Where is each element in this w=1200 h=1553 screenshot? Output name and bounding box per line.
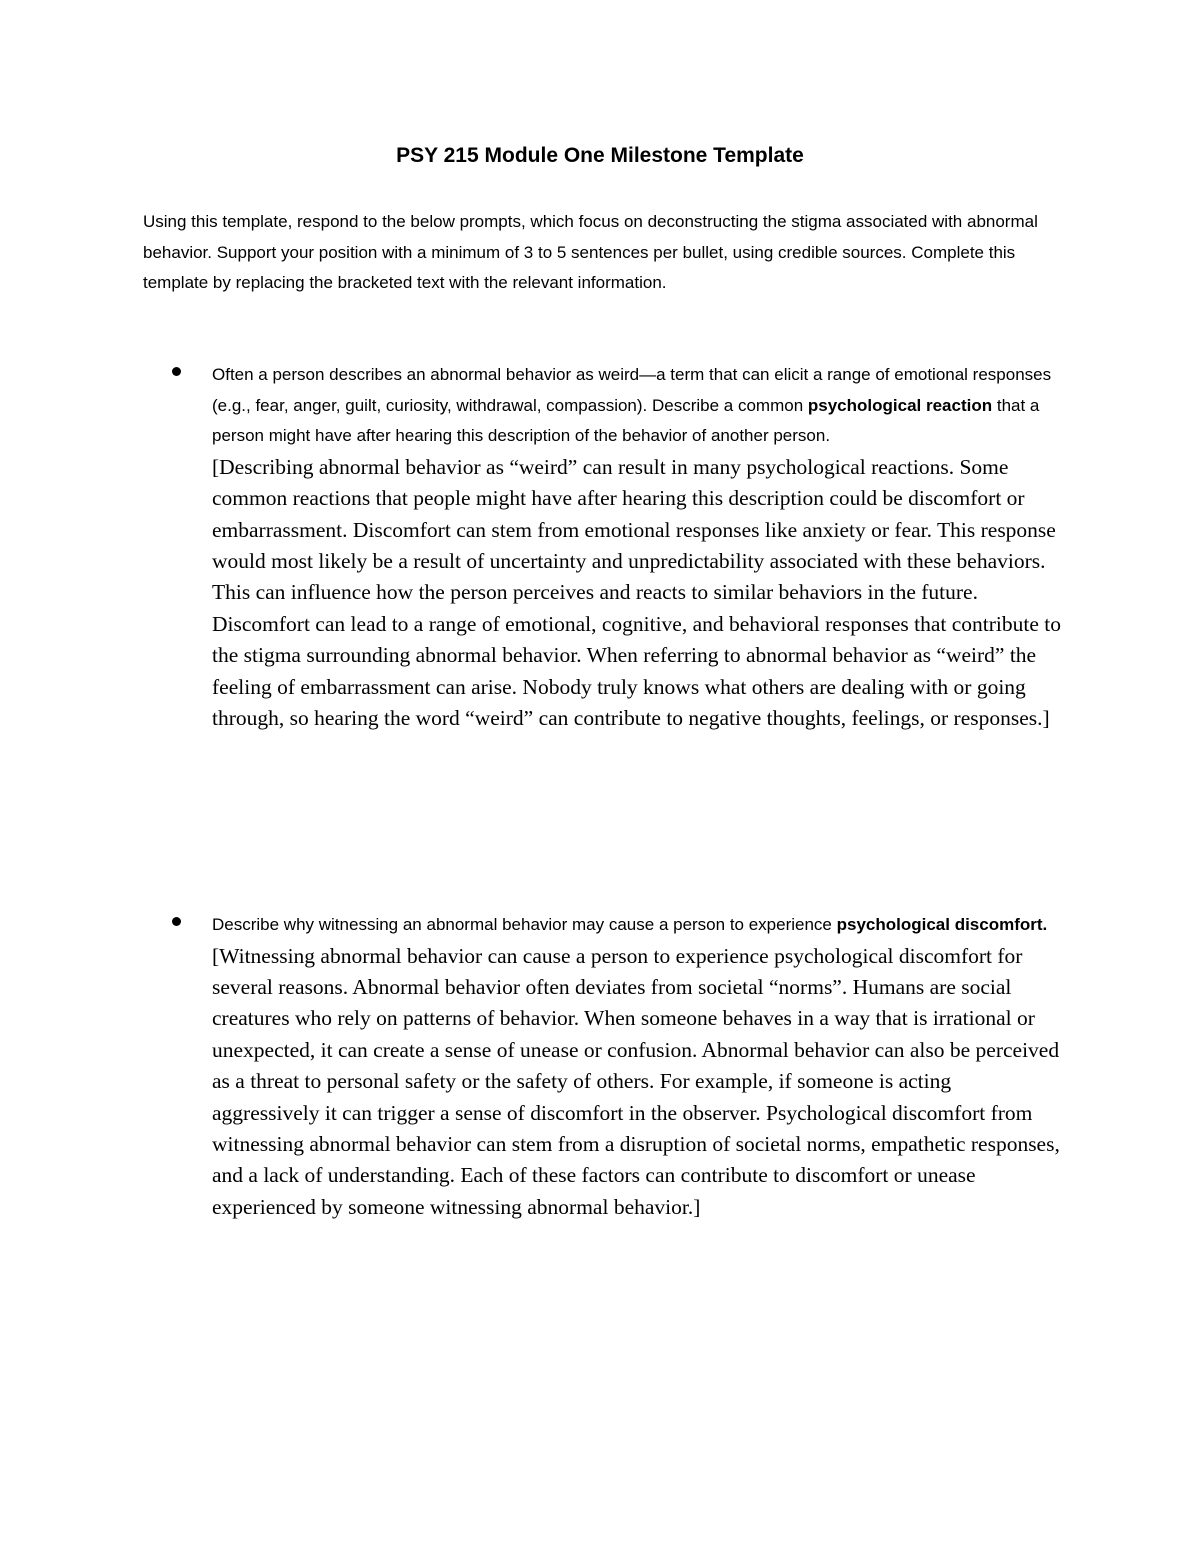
- bullet-item: [212, 360, 1062, 734]
- page-title: PSY 215 Module One Milestone Template: [396, 144, 804, 167]
- prompt-text: Often a person describes an abnormal behavior as weird—a term that can elicit a range of emotional responses (e.g., fear, anger, guilt, curiosity, withdrawal, compassion). Describe a common: [212, 365, 1052, 415]
- bullet-response: [Witnessing abnormal behavior can cause a person to experience psychological discomfort for several reasons. Abnormal behavior often deviates from societal “norms”. Humans are social creatures who rely on patterns of behavior. When someone behaves in a way that is irrational or unexpected, it can create a sense of unease or confusion. Abnormal behavior can also be perceived as a threat to personal safety or the safety of others. For example, if someone is acting aggressively it can trigger a sense of discomfort in the observer. Psychological discomfort from witnessing abnormal behavior can stem from a disruption of societal norms, empathetic responses, and a lack of understanding. Each of these factors can contribute to discomfort or unease experienced by someone witnessing abnormal behavior.]: [212, 943, 1060, 1219]
- bullet-prompt: [212, 360, 1062, 452]
- bullet-prompt: [212, 910, 1062, 941]
- prompt-emphasis: psychological reaction: [807, 395, 993, 415]
- prompt-text: Describe why witnessing an abnormal behavior may cause a person to experience: [212, 915, 837, 934]
- intro-paragraph: Using this template, respond to the below prompts, which focus on deconstructing the stigma associated with abnormal behavior. Support your position with a minimum of 3 to 5 sentences per bullet, using credible sources. Complete this template by replacing the bracketed text with the relevant information.: [143, 212, 1038, 293]
- prompt-emphasis: psychological discomfort.: [836, 915, 1048, 934]
- bullet-item: [212, 910, 1062, 1223]
- bullet-icon: [172, 917, 181, 926]
- bullet-icon: [172, 367, 181, 376]
- bullet-response: [Describing abnormal behavior as “weird” can result in many psychological reactions. Some common reactions that people might have after hearing this description could be discomfort or embarrassment. Discomfort can stem from emotional responses like anxiety or fear. This response would most likely be a result of uncertainty and unpredictability associated with these behaviors. This can influence how the person perceives and reacts to similar behaviors in the future. Discomfort can lead to a range of emotional, cognitive, and behavioral responses that contribute to the stigma surrounding abnormal behavior. When referring to abnormal behavior as “weird” the feeling of embarrassment can arise. Nobody truly knows what others are dealing with or going through, so hearing the word “weird” can contribute to negative thoughts, feelings, or responses.]: [212, 454, 1061, 731]
- prompt-text: that a person might have after hearing this description of the behavior of another person.: [212, 395, 1040, 446]
